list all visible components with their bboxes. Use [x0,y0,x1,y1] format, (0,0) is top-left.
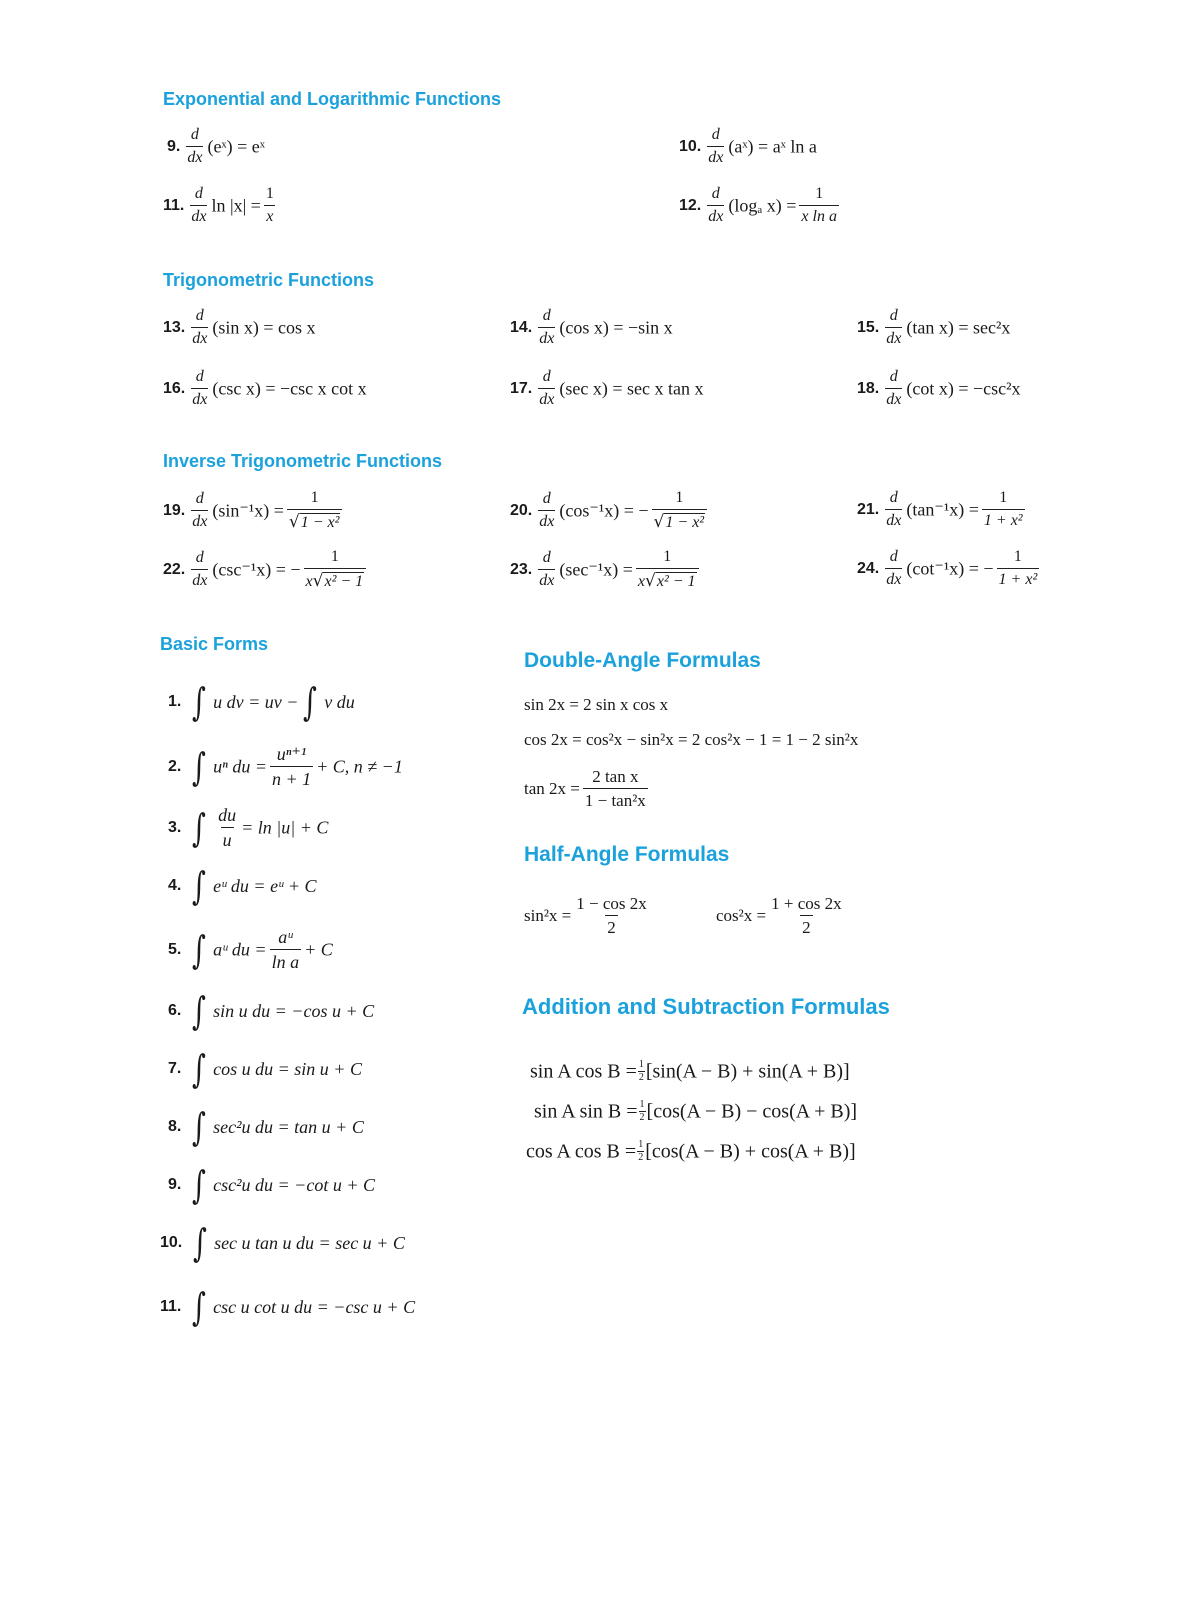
formula-number: 18. [857,379,880,397]
fraction: $\frac{1 + \cos 2x}{2}$ [771,894,842,937]
formula-expression: (sec x) = sec x tan x [559,378,704,399]
formula-number: 11. [163,196,185,214]
formula-number: 14. [510,318,533,336]
formula-expression: sin A cos B = [530,1060,637,1083]
formula-expression: = ln |u| + C [241,817,329,838]
heading-basic-forms: Basic Forms [160,634,269,654]
integral-sign: ∫ [193,1221,208,1265]
square-root: √ x² − 1 [645,571,696,591]
half-angle-cos [716,895,847,936]
derivative-operator: $\frac{d}{dx}$ [886,368,902,408]
formula-10 [679,127,817,166]
formula-number: 22. [163,560,186,578]
formula-number: 15. [857,318,880,336]
formula-number: 3. [168,818,182,836]
integral-sign: ∫ [192,744,207,789]
formula-14 [510,308,673,347]
derivative-operator: $\frac{d}{dx}$ [191,185,207,225]
formula-expression: cos²x = [716,906,767,925]
derivative-operator: $\frac{d}{dx}$ [886,548,902,588]
formula-21 [857,490,1028,529]
formula-expression: cos u du = sin u + C [213,1059,362,1079]
integral-sign: ∫ [192,1047,207,1091]
formula-number: 10. [679,137,702,155]
formula-number: 7. [168,1060,182,1077]
integral-sign: ∫ [192,680,207,724]
formula-number: 6. [168,1002,182,1019]
double-angle-cos: cos 2x = cos²x − sin²x = 2 cos²x − 1 = 1 − 2 sin²x [524,730,859,749]
formula-expression: uⁿ du = [213,756,267,777]
integral-11 [160,1285,416,1329]
derivative-operator: $\frac{d}{dx}$ [192,307,208,347]
formula-number: 13. [163,318,186,336]
formula-16 [163,369,367,408]
formula-expression: csc²u du = −cot u + C [213,1175,375,1195]
formula-number: 5. [168,940,182,958]
derivative-operator: $\frac{d}{dx}$ [708,126,724,166]
formula-number: 24. [857,559,880,577]
addition-sin-cos [530,1060,850,1083]
formula-number: 4. [168,877,182,894]
formula-number: 9. [168,1176,182,1193]
formula-expression: [cos(A − B) + cos(A + B)] [645,1140,856,1163]
heading-addition: Addition and Subtraction Formulas [522,994,890,1019]
formula-expression: (tan x) = sec²x [906,317,1011,338]
formula-12 [679,186,842,225]
integral-8 [168,1105,364,1149]
formula-expression: sin u du = −cos u + C [213,1001,375,1021]
integral-7 [168,1047,362,1091]
derivative-operator: $\frac{d}{dx}$ [708,185,724,225]
formula-9 [167,127,265,166]
derivative-operator: $\frac{d}{dx}$ [192,368,208,408]
formula-expression: (cos⁻¹x) = − [559,500,649,521]
formula-expression: aᵘ du = [213,939,267,960]
formula-number: 11. [160,1298,182,1315]
integral-6 [168,989,375,1033]
fraction: $\frac{1 - \cos 2x}{2}$ [576,894,647,937]
fraction: $\frac{\text{aᵘ}}{\text{ln a}}$ [271,927,300,972]
formula-expression: (sin⁻¹x) = [212,500,284,521]
formula-20 [510,490,710,531]
formula-expression: (logₐ x) = [728,195,797,216]
formula-expression: tan 2x = [524,779,580,798]
formula-expression: (cos x) = −sin x [559,317,673,338]
fraction: 1 √ 1 − x² [652,490,708,531]
formula-expression: [sin(A − B) + sin(A + B)] [645,1060,850,1083]
derivative-operator: $\frac{d}{dx}$ [539,307,555,347]
fraction: 1 x √ x² − 1 [636,549,699,590]
formula-expression: sec u tan u du = sec u + C [214,1233,405,1253]
heading-exponential: Exponential and Logarithmic Functions [163,89,502,109]
formula-number: 17. [510,379,533,397]
heading-trigonometric: Trigonometric Functions [163,270,375,290]
formula-24 [857,549,1042,588]
fraction: $\frac{1}{\text{1 + x²}}$ [998,548,1038,588]
formula-expression: (cot⁻¹x) = − [906,558,994,579]
formula-11 [163,186,279,225]
formula-18 [857,369,1021,408]
square-root: √ 1 − x² [653,512,705,532]
formula-number: 19. [163,501,186,519]
formula-19 [163,490,345,531]
square-root: √ 1 − x² [288,512,340,532]
formula-number: 12. [679,196,702,214]
fraction: $\frac{\text{2 tan x}}{\text{1 − tan²x}}$ [584,767,646,810]
fraction: $\frac{\text{uⁿ⁺¹}}{n + 1}$ [271,744,312,789]
fraction: 1 x √ x² − 1 [304,549,367,590]
formula-number: 8. [168,1118,182,1135]
formula-expression: (cot x) = −csc²x [906,378,1021,399]
formula-expression: csc u cot u du = −csc u + C [213,1297,416,1317]
fraction: $\frac{1}{\text{x ln a}}$ [801,185,837,225]
formula-expression: sin²x = [524,906,572,925]
integral-sign: ∫ [192,1105,207,1149]
formula-expression: eᵘ du = eᵘ + C [213,876,317,896]
fraction: $\frac{1}{2}$ [638,1139,644,1163]
derivative-operator: $\frac{d}{dx}$ [192,549,208,589]
derivative-operator: $\frac{d}{dx}$ [539,368,555,408]
formula-number: 21. [857,500,880,518]
formula-number: 20. [510,501,533,519]
fraction: $\frac{1}{2}$ [639,1099,645,1123]
formula-expression: + C, n ≠ −1 [316,756,403,777]
integral-1 [168,680,355,724]
double-angle-tan [524,768,651,809]
heading-half-angle: Half-Angle Formulas [524,843,730,866]
formula-23 [510,549,702,590]
derivative-operator: $\frac{d}{dx}$ [886,489,902,529]
formula-expression: sec²u du = tan u + C [213,1117,364,1137]
integral-sign: ∫ [303,680,318,724]
formula-expression: (aˣ) = aˣ ln a [728,136,817,157]
integral-10 [160,1221,405,1265]
formula-expression: v du [324,692,355,712]
integral-sign: ∫ [192,805,207,850]
integral-sign: ∫ [192,927,207,972]
addition-cos-cos [526,1140,856,1163]
integral-2 [168,745,403,788]
formula-number: 10. [160,1234,183,1251]
integral-3 [168,806,328,849]
formula-expression: sin A sin B = [534,1100,638,1123]
formula-expression: (sin x) = cos x [212,317,316,338]
formula-expression: u dv = uv − [213,692,299,712]
formula-expression: ln |x| = [211,195,261,216]
double-angle-sin: sin 2x = 2 sin x cos x [524,695,669,714]
fraction: $\frac{1}{\text{1 + x²}}$ [983,489,1023,529]
integral-sign: ∫ [192,864,207,908]
formula-number: 1. [168,693,182,710]
formula-17 [510,369,703,408]
formula-number: 2. [168,757,182,775]
fraction: $\frac{1}{2}$ [638,1059,644,1083]
derivative-operator: $\frac{d}{dx}$ [187,126,203,166]
formula-expression: + C [304,939,333,960]
fraction: $\frac{1}{x}$ [265,185,274,225]
fraction: $\frac{du}{u}$ [218,805,237,850]
heading-double-angle: Double-Angle Formulas [524,649,761,672]
heading-inverse-trig: Inverse Trigonometric Functions [163,451,443,471]
derivative-operator: $\frac{d}{dx}$ [539,490,555,530]
formula-expression: (tan⁻¹x) = [906,499,979,520]
formula-expression: (csc⁻¹x) = − [212,559,301,580]
derivative-operator: $\frac{d}{dx}$ [886,307,902,347]
formula-number: 23. [510,560,533,578]
half-angle-sin [524,895,652,936]
square-root: √ x² − 1 [312,571,364,591]
formula-expression: [cos(A − B) − cos(A + B)] [646,1100,858,1123]
formula-15 [857,308,1010,347]
integral-sign: ∫ [192,989,207,1033]
integral-9 [168,1163,375,1207]
formula-22 [163,549,369,590]
formula-expression: (sec⁻¹x) = [559,559,633,580]
formula-number: 16. [163,379,186,397]
derivative-operator: $\frac{d}{dx}$ [539,549,555,589]
formula-number: 9. [167,137,181,155]
integral-sign: ∫ [192,1163,207,1207]
fraction: 1 √ 1 − x² [287,490,343,531]
formula-13 [163,308,316,347]
formula-expression: cos A cos B = [526,1140,637,1163]
integral-sign: ∫ [192,1285,207,1329]
formula-expression: (csc x) = −csc x cot x [212,378,367,399]
addition-sin-sin [534,1100,857,1123]
integral-4 [168,864,317,908]
integral-5 [168,928,333,971]
derivative-operator: $\frac{d}{dx}$ [192,490,208,530]
formula-expression: (eˣ) = eˣ [207,136,265,157]
